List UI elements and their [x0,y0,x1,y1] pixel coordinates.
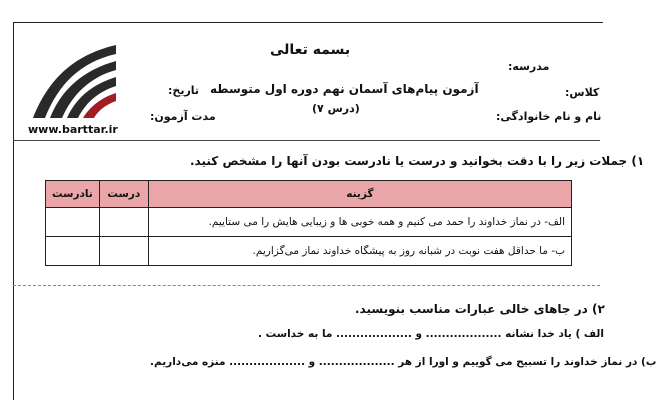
question2-prompt: ۲) در جاهای خالی عبارات مناسب بنویسید. [355,302,605,316]
column-header-option: گزینه [148,181,571,208]
false-answer-cell[interactable] [46,237,100,266]
header-divider [13,140,600,141]
true-answer-cell[interactable] [99,237,148,266]
class-label: کلاس: [565,86,600,99]
date-label: تاریخ: [168,84,200,97]
statement-cell: ب- ما حداقل هفت نوبت در شبانه روز به پیشگاه خداوند نماز می‌گزاریم. [148,237,571,266]
duration-label: مدت آزمون: [150,110,216,123]
page-title: بسمه تعالی [270,42,351,58]
lesson-label: (درس ۷) [312,102,360,115]
school-label: مدرسه: [508,60,550,73]
column-header-false: نادرست [46,181,100,208]
true-false-table [45,180,572,266]
table-row [46,208,572,237]
true-answer-cell[interactable] [99,208,148,237]
table-header-row [46,181,572,208]
section-divider [13,285,600,286]
false-answer-cell[interactable] [46,208,100,237]
column-header-true: درست [99,181,148,208]
name-label: نام و نام خانوادگی: [496,110,602,123]
website-url[interactable]: www.barttar.ir [28,123,118,136]
statement-cell: الف- در نماز خداوند را حمد می کنیم و همه خوبی ها و زیبایی هایش را می ستاییم. [148,208,571,237]
fill-blank-item[interactable]: ب) در نماز خداوند را تسبیح می گوییم و اورا از هر ................... و ................... منزه می‌داریم. [150,356,656,368]
fill-blank-item[interactable]: الف ) یاد خدا نشانه ................... و ................... ما به خداست . [258,328,604,340]
exam-title: آزمون پیام‌های آسمان نهم دوره اول متوسطه [210,82,479,96]
table-row [46,237,572,266]
barttar-logo-icon [28,40,118,120]
question1-prompt: ۱) جملات زیر را با دقت بخوانید و درست یا نادرست بودن آنها را مشخص کنید. [190,154,645,168]
